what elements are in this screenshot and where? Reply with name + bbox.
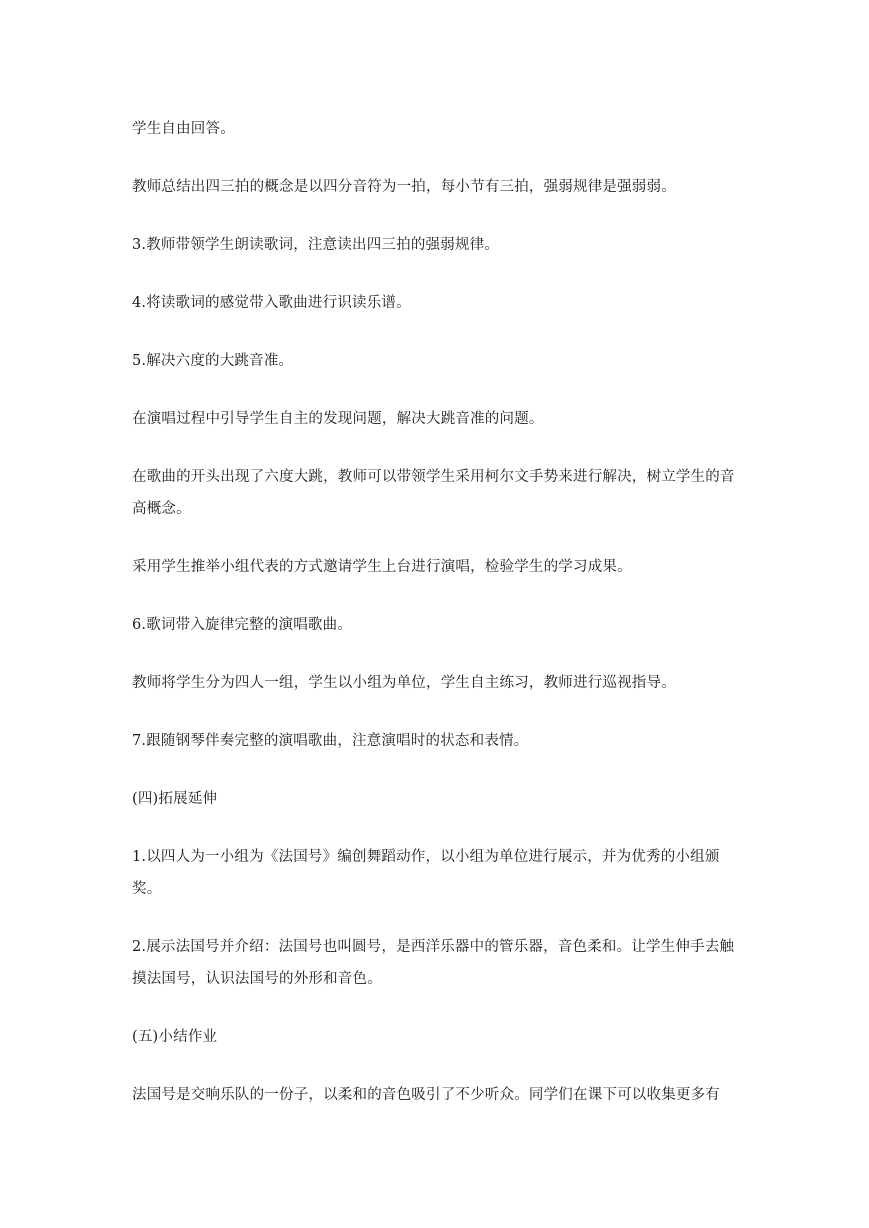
paragraph-step-6: 6.歌词带入旋律完整的演唱歌曲。: [132, 617, 353, 633]
paragraph-summary: 法国号是交响乐队的一份子，以柔和的音色吸引了不少听众。同学们在课下可以收集更多有: [132, 1087, 720, 1103]
paragraph-student-answer: 学生自由回答。: [132, 121, 235, 137]
paragraph-group-performance: 采用学生推举小组代表的方式邀请学生上台进行演唱，检验学生的学习成果。: [132, 559, 632, 575]
paragraph-step-5: 5.解决六度的大跳音准。: [132, 353, 294, 369]
paragraph-extension-2: 2.展示法国号并介绍：法国号也叫圆号，是西洋乐器中的管乐器，音色柔和。让学生伸手去触摸法国号，认识法国号的外形和音色。: [132, 939, 735, 987]
paragraph-step-4: 4.将读歌词的感觉带入歌曲进行识读乐谱。: [132, 295, 411, 311]
section-heading-extension: (四)拓展延伸: [132, 791, 218, 807]
paragraph-extension-1: 1.以四人为一小组为《法国号》编创舞蹈动作，以小组为单位进行展示，并为优秀的小组颁奖。: [132, 849, 720, 897]
paragraph-step-7: 7.跟随钢琴伴奏完整的演唱歌曲，注意演唱时的状态和表情。: [132, 733, 529, 749]
paragraph-group-practice: 教师将学生分为四人一组，学生以小组为单位，学生自主练习，教师进行巡视指导。: [132, 675, 676, 691]
paragraph-step-3: 3.教师带领学生朗读歌词，注意读出四三拍的强弱规律。: [132, 237, 500, 253]
document-body: [132, 113, 742, 1137]
paragraph-guide-problem: 在演唱过程中引导学生自主的发现问题，解决大跳音准的问题。: [132, 411, 544, 427]
paragraph-teacher-summary: 教师总结出四三拍的概念是以四分音符为一拍，每小节有三拍，强弱规律是强弱弱。: [132, 179, 676, 195]
paragraph-kodaly-hand-signs: 在歌曲的开头出现了六度大跳，教师可以带领学生采用柯尔文手势来进行解决，树立学生的音高概念。: [132, 469, 735, 517]
section-heading-summary: (五)小结作业: [132, 1029, 218, 1045]
